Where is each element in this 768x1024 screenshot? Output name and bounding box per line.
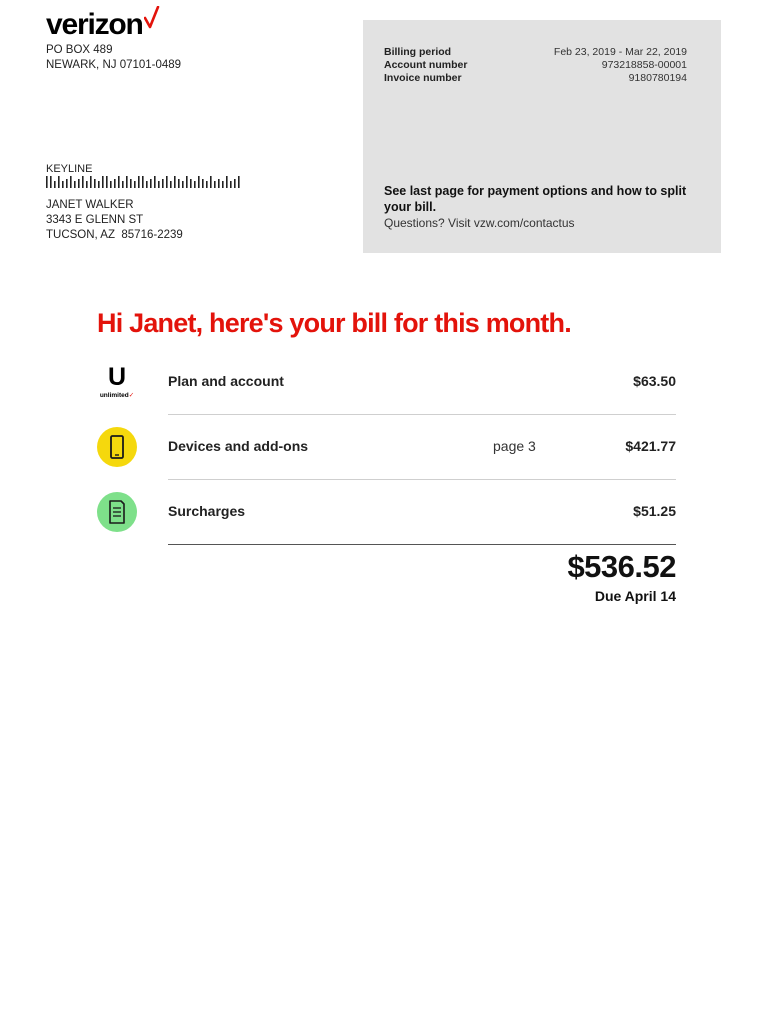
due-date: Due April 14 [594,588,676,604]
summary-value: 973218858-00001 [601,59,687,71]
surcharges-row [97,490,676,534]
logo-text: verizon [46,8,143,41]
page-reference: page 3 [493,438,536,454]
item-label: Surcharges [168,503,246,519]
contact-link-text[interactable]: Questions? Visit vzw.com/contactus [384,216,575,230]
keyline-label: KEYLINE [46,163,93,175]
total-amount: $536.52 [567,549,676,584]
summary-value: 9180780194 [628,72,687,84]
phone-device-icon [97,427,137,467]
payment-options-text: See last page for payment options and how to split your bill. [384,184,687,214]
recipient-address [46,198,183,243]
invoice-number-row [384,72,687,85]
sender-address [46,43,181,73]
item-label: Plan and account [168,373,284,389]
total-divider [168,544,676,545]
recipient-line: 3343 E GLENN ST [46,214,144,226]
sender-line: NEWARK, NJ 07101-0489 [46,59,182,71]
account-summary-box [363,20,721,253]
item-label: Devices and add-ons [168,438,309,454]
recipient-line: TUCSON, AZ 85716-2239 [46,229,183,241]
recipient-line: JANET WALKER [46,199,134,211]
devices-and-addons-row [97,425,676,469]
item-amount: $51.25 [633,503,676,519]
sender-line: PO BOX 489 [46,44,113,56]
verizon-logo [46,8,160,42]
payment-note [384,183,694,231]
summary-label: Billing period [384,46,452,58]
row-divider [168,414,676,415]
summary-label: Invoice number [384,72,462,84]
unlimited-caption: unlimited [99,392,129,399]
row-divider [168,479,676,480]
plan-and-account-row [97,360,676,404]
document-icon [97,492,137,532]
item-amount: $421.77 [625,438,676,454]
account-number-row [384,59,687,72]
item-amount: $63.50 [633,373,676,389]
unlimited-plan-icon: U unlimited✓ [97,362,137,402]
summary-value: Feb 23, 2019 - Mar 22, 2019 [553,46,687,58]
checkmark-icon [144,6,160,32]
summary-label: Account number [384,59,468,71]
billing-period-row [384,46,687,59]
unlimited-mark: U [107,363,127,391]
bill-headline: Hi Janet, here's your bill for this month. [97,308,571,338]
postal-barcode [46,176,242,188]
